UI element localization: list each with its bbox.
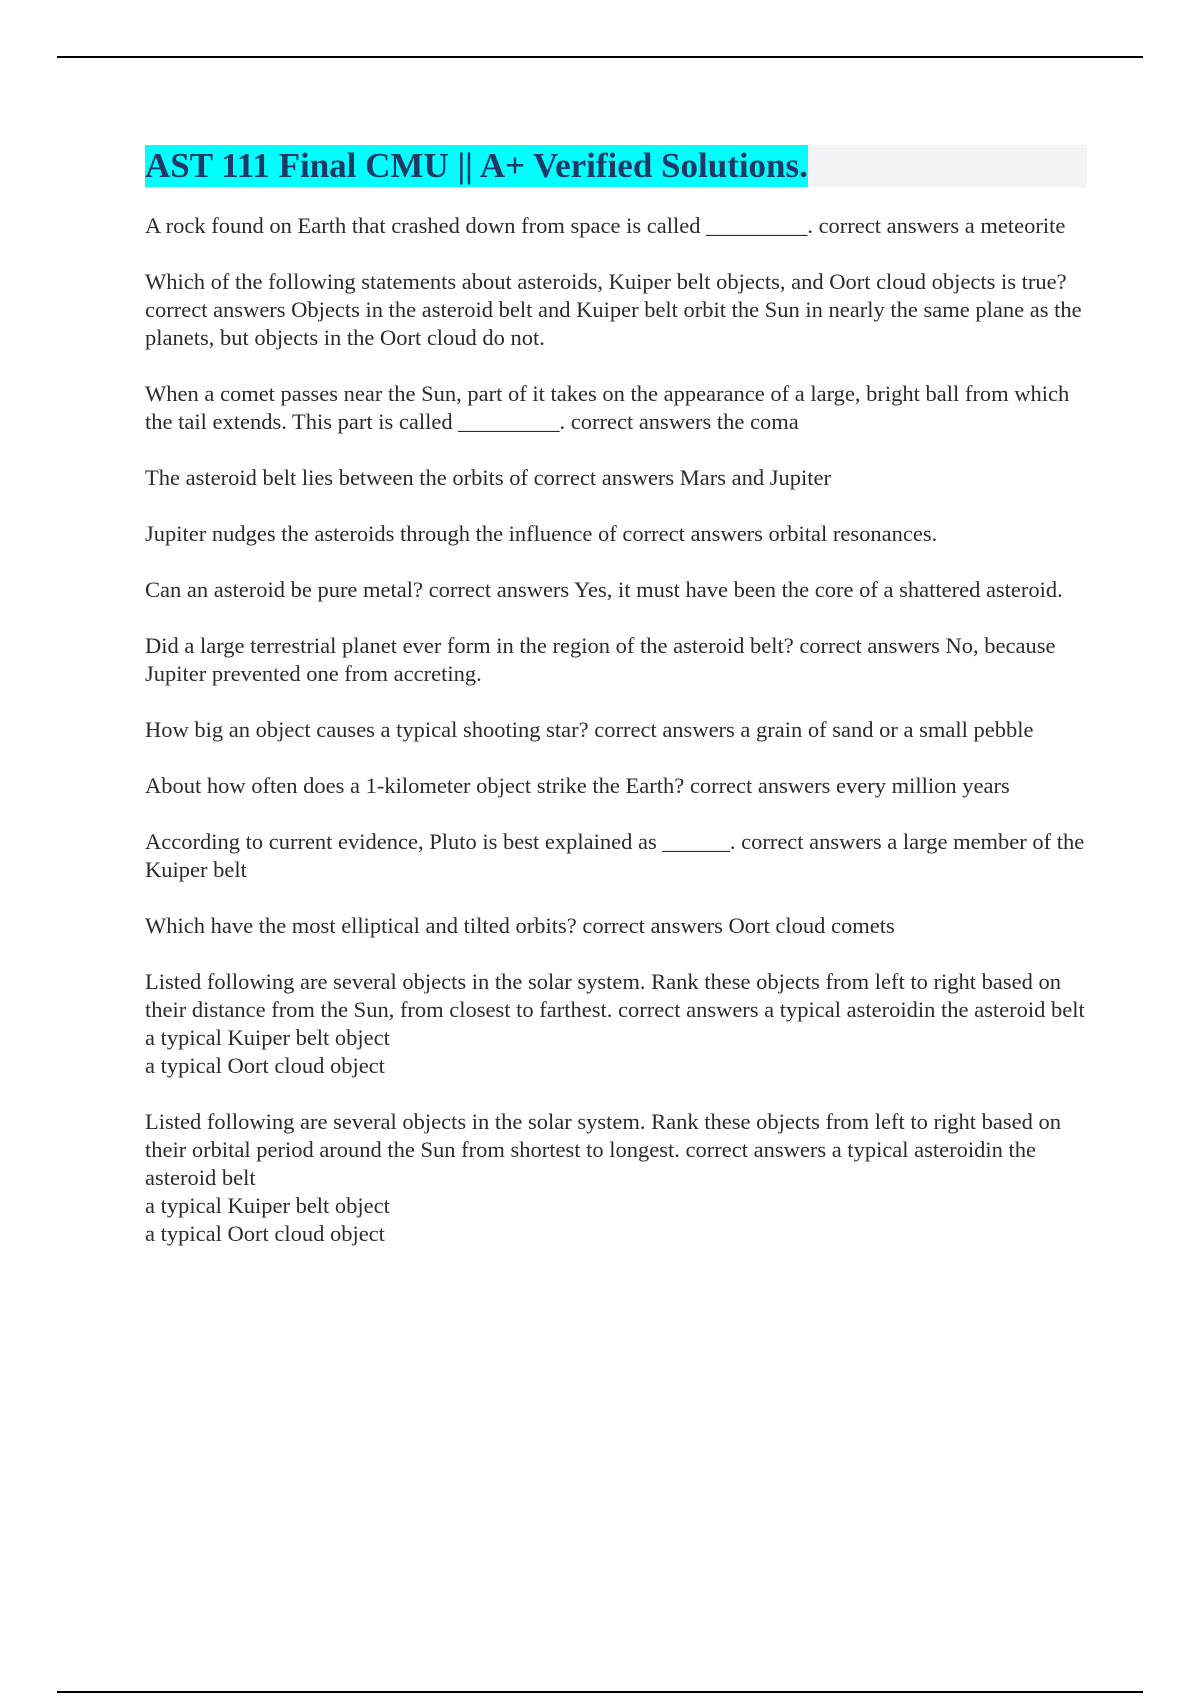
qa-item [145, 1108, 1090, 1248]
qa-line: Jupiter nudges the asteroids through the influence of correct answers orbital resonances. [145, 521, 938, 546]
qa-answer-line: a typical Oort cloud object [145, 1053, 385, 1078]
qa-line: Did a large terrestrial planet ever form in the region of the asteroid belt? correct answers No, because Jupiter prevented one from accreting. [145, 633, 1056, 686]
qa-line: A rock found on Earth that crashed down from space is called _________. correct answers a meteorite [145, 213, 1066, 238]
qa-item [145, 828, 1090, 884]
qa-item [145, 464, 1090, 492]
qa-item [145, 632, 1090, 688]
bottom-rule [57, 1691, 1143, 1693]
document-title: AST 111 Final CMU || A+ Verified Solutions. [145, 146, 808, 185]
qa-list [145, 212, 1090, 1276]
qa-line: According to current evidence, Pluto is best explained as ______. correct answers a large member of the Kuiper belt [145, 829, 1085, 882]
qa-item [145, 520, 1090, 548]
qa-item [145, 968, 1090, 1080]
qa-answer-line: a typical Kuiper belt object [145, 1025, 390, 1050]
qa-item [145, 380, 1090, 436]
qa-line: Listed following are several objects in the solar system. Rank these objects from left to right based on their orbital period around the Sun from shortest to longest. correct answers a typical asteroidin the asteroid belt [145, 1109, 1062, 1190]
qa-answer-line: a typical Kuiper belt object [145, 1193, 390, 1218]
qa-item [145, 576, 1090, 604]
qa-line: When a comet passes near the Sun, part of it takes on the appearance of a large, bright ball from which the tail extends. This part is called _________. correct answers the coma [145, 381, 1070, 434]
top-rule [57, 56, 1143, 58]
qa-item [145, 716, 1090, 744]
qa-line: Which of the following statements about asteroids, Kuiper belt objects, and Oort cloud objects is true? correct answers Objects in the asteroid belt and Kuiper belt orbit the Sun in nearly the same plane as the planets, but objects in the Oort cloud do not. [145, 269, 1082, 350]
qa-item [145, 772, 1090, 800]
qa-item [145, 212, 1090, 240]
qa-answer-line: a typical Oort cloud object [145, 1221, 385, 1246]
title-bar [145, 145, 1087, 187]
qa-line: Listed following are several objects in the solar system. Rank these objects from left to right based on their distance from the Sun, from closest to farthest. correct answers a typical asteroidin the asteroid belt [145, 969, 1085, 1022]
qa-line: Which have the most elliptical and tilted orbits? correct answers Oort cloud comets [145, 913, 895, 938]
qa-line: The asteroid belt lies between the orbits of correct answers Mars and Jupiter [145, 465, 832, 490]
qa-item [145, 268, 1090, 352]
qa-line: Can an asteroid be pure metal? correct answers Yes, it must have been the core of a shattered asteroid. [145, 577, 1063, 602]
qa-item [145, 912, 1090, 940]
qa-line: About how often does a 1-kilometer object strike the Earth? correct answers every million years [145, 773, 1010, 798]
qa-line: How big an object causes a typical shooting star? correct answers a grain of sand or a small pebble [145, 717, 1034, 742]
